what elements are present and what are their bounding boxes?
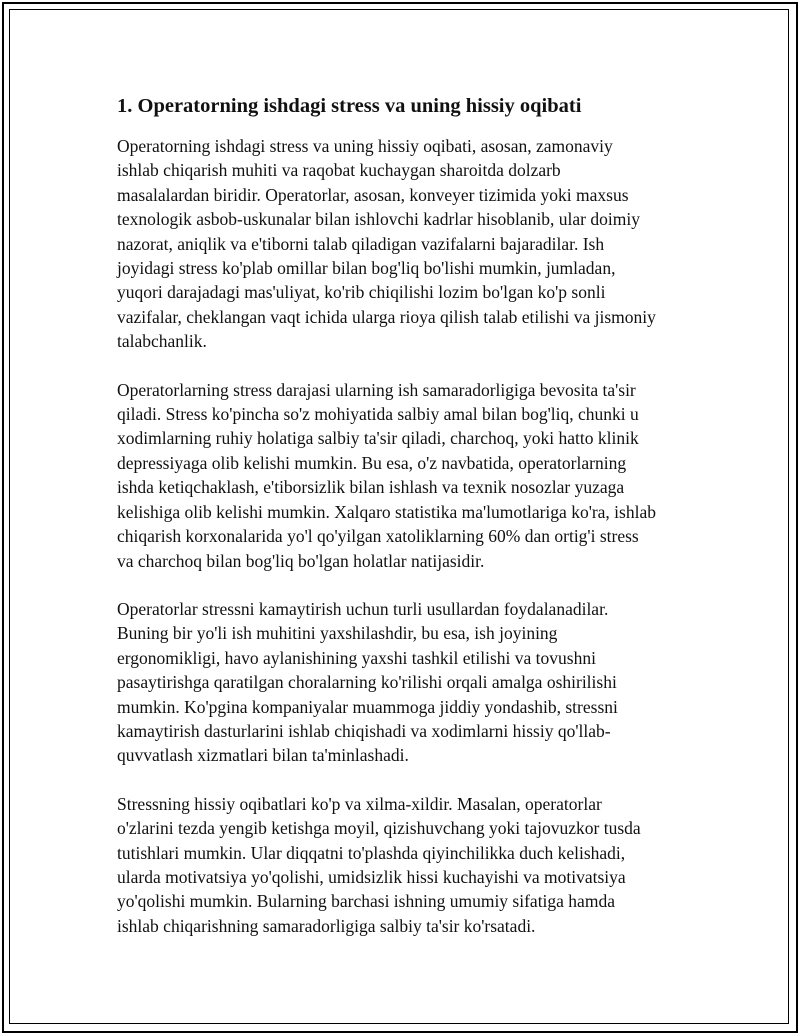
body-paragraph (117, 134, 697, 354)
paragraph-line: chiqarish korxonalarida yo'l qo'yilgan xatoliklarning 60% dan ortig'i stress (117, 526, 639, 547)
paragraph-line: ishda ketiqchaklash, e'tiborsizlik bilan ishlash va texnik nosozlar yuzaga (117, 477, 625, 498)
paragraph-line: vazifalar, cheklangan vaqt ichida ularga rioya qilish talab etilishi va jismoniy (117, 306, 656, 327)
paragraph-line: pasaytirishga qaratilgan choralarning ko'rilishi orqali amalga oshirilishi (117, 672, 617, 693)
document-body (117, 92, 697, 962)
paragraph-line: joyidagi stress ko'plab omillar bilan bog'liq bo'lishi mumkin, jumladan, (117, 258, 616, 279)
paragraph-line: xodimlarning ruhiy holatiga salbiy ta'sir qiladi, charchoq, yoki hatto klinik (117, 428, 639, 449)
paragraph-line: Operatorlar stressni kamaytirish uchun turli usullardan foydalanadilar. (117, 598, 609, 619)
paragraph-line: va charchoq bilan bog'liq bo'lgan holatlar natijasidir. (117, 550, 485, 571)
paragraph-line: o'zlarini tezda yengib ketishga moyil, qizishuvchang yoki tajovuzkor tusda (117, 818, 641, 839)
paragraph-line: ergonomikligi, havo aylanishining yaxshi tashkil etilishi va tovushni (117, 647, 596, 668)
paragraph-line: talabchanlik. (117, 331, 207, 352)
paragraph-line: masalalardan biridir. Operatorlar, asosan, konveyer tizimida yoki maxsus (117, 184, 629, 205)
paragraph-line: texnologik asbob-uskunalar bilan ishlovchi kadrlar hisoblanib, ular doimiy (117, 209, 640, 230)
paragraph-line: yo'qolishi mumkin. Bularning barchasi ishning umumiy sifatiga hamda (117, 891, 615, 912)
paragraph-line: quvvatlash xizmatlari bilan ta'minlashadi. (117, 745, 409, 766)
paragraph-line: Operatorlarning stress darajasi ularning ish samaradorligiga bevosita ta'sir (117, 379, 636, 400)
paragraph-line: nazorat, aniqlik va e'tiborni talab qiladigan vazifalarni bajaradilar. Ish (117, 233, 605, 254)
paragraph-line: ishlab chiqarish muhiti va raqobat kuchaygan sharoitda dolzarb (117, 160, 561, 181)
paragraph-line: yuqori darajadagi mas'uliyat, ko'rib chiqilishi lozim bo'lgan ko'p sonli (117, 282, 606, 303)
body-paragraph (117, 792, 697, 938)
paragraph-line: mumkin. Ko'pgina kompaniyalar muammoga jiddiy yondashib, stressni (117, 696, 618, 717)
paragraph-line: kamaytirish dasturlarini ishlab chiqishadi va xodimlarni hissiy qo'llab- (117, 720, 611, 741)
paragraph-line: Operatorning ishdagi stress va uning hissiy oqibati, asosan, zamonaviy (117, 136, 613, 156)
paragraph-line: ishlab chiqarishning samaradorligiga salbiy ta'sir ko'rsatadi. (117, 915, 536, 936)
paragraph-list (117, 134, 697, 938)
paragraph-line: depressiyaga olib kelishi mumkin. Bu esa, o'z navbatida, operatorlarning (117, 452, 627, 473)
paragraph-line: Stressning hissiy oqibatlari ko'p va xilma-xildir. Masalan, operatorlar (117, 793, 602, 814)
paragraph-line: Buning bir yo'li ish muhitini yaxshilashdir, bu esa, ish joyining (117, 623, 558, 644)
body-paragraph (117, 597, 697, 768)
paragraph-line: tutishlari mumkin. Ular diqqatni to'plashda qiyinchilikka duch kelishadi, (117, 842, 626, 863)
section-heading: 1. Operatorning ishdagi stress va uning hissiy oqibati (117, 95, 582, 117)
paragraph-line: ularda motivatsiya yo'qolishi, umidsizlik hissi kuchayishi va motivatsiya (117, 866, 626, 887)
body-paragraph (117, 378, 697, 573)
paragraph-line: kelishiga olib kelishi mumkin. Xalqaro statistika ma'lumotlariga ko'ra, ishlab (117, 501, 656, 522)
paragraph-line: qiladi. Stress ko'pincha so'z mohiyatida salbiy amal bilan bog'liq, chunki u (117, 404, 639, 425)
